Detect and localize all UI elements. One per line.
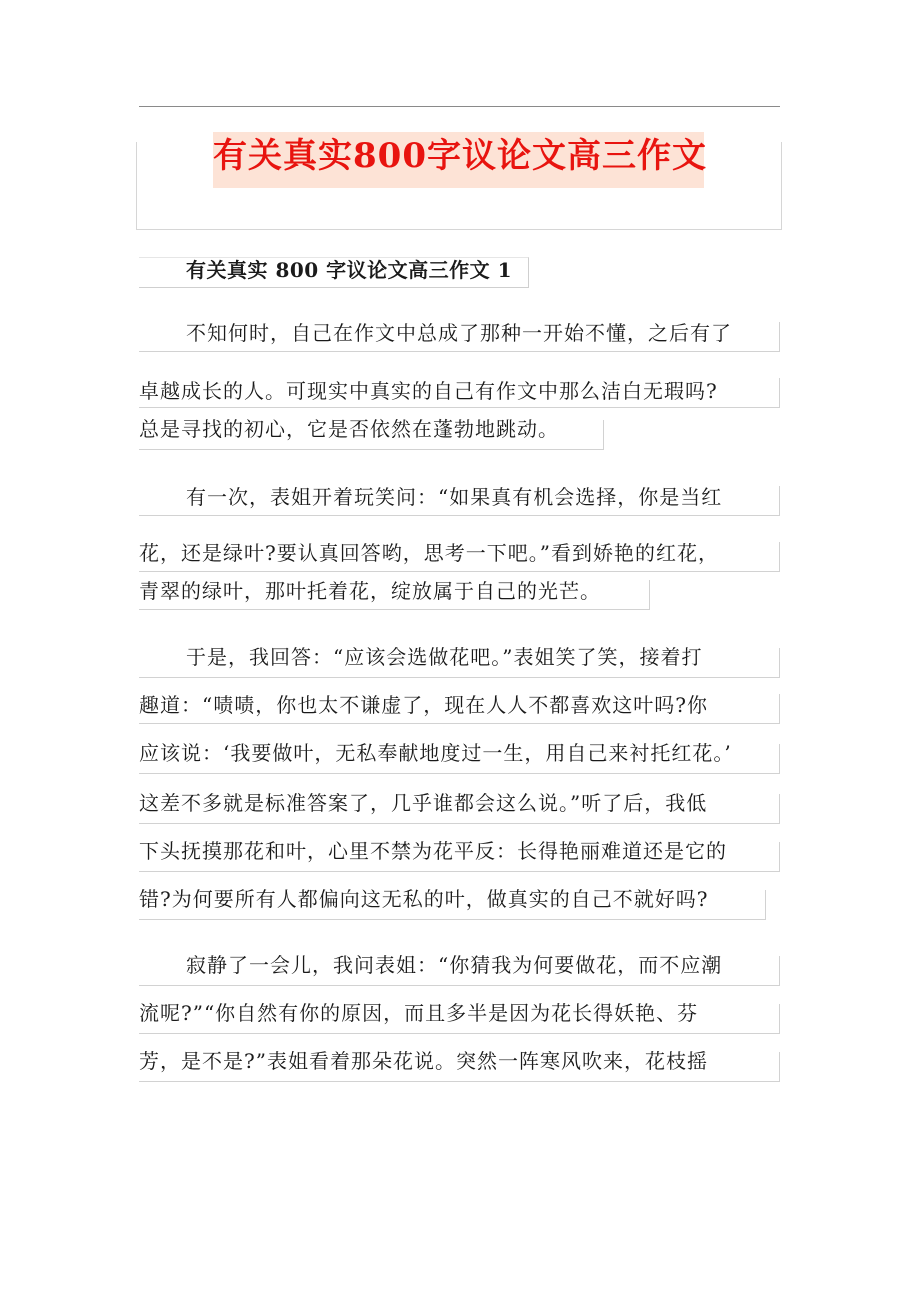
paragraph-line: 青翠的绿叶，那叶托着花，绽放属于自己的光芒。: [139, 579, 601, 603]
paragraph-line: 应该说：‘我要做叶，无私奉献地度过一生，用自己来衬托红花。’: [139, 741, 732, 765]
paragraph-line: 错?为何要所有人都偏向这无私的叶，做真实的自己不就好吗?: [139, 887, 709, 911]
paragraph-line: 总是寻找的初心，它是否依然在蓬勃地跳动。: [139, 417, 559, 441]
paragraph-line: 趣道：“啧啧，你也太不谦虚了，现在人人不都喜欢这叶吗?你: [139, 693, 708, 717]
paragraph-line: 寂静了一会儿，我问表姐：“你猜我为何要做花，而不应潮: [186, 953, 723, 977]
paragraph-line: 这差不多就是标准答案了，几乎谁都会这么说。”听了后，我低: [139, 791, 708, 815]
paragraph-line: 花，还是绿叶?要认真回答哟，思考一下吧。”看到娇艳的红花，: [139, 541, 719, 565]
paragraph-line: 有一次，表姐开着玩笑问：“如果真有机会选择，你是当红: [186, 485, 723, 509]
paragraph-line: 下头抚摸那花和叶，心里不禁为花平反：长得艳丽难道还是它的: [139, 839, 727, 863]
header-rule: [139, 106, 780, 107]
paragraph-line: 于是，我回答：“应该会选做花吧。”表姐笑了笑，接着打: [186, 645, 703, 669]
paragraph-line: 卓越成长的人。可现实中真实的自己有作文中那么洁白无瑕吗?: [139, 379, 718, 403]
section-heading: 有关真实 800 字议论文高三作文 1: [186, 258, 513, 282]
page-title: 有关真实800字议论文高三作文: [213, 136, 707, 176]
paragraph-line: 芳，是不是?”表姐看着那朵花说。突然一阵寒风吹来，花枝摇: [139, 1049, 708, 1073]
paragraph-line: 流呢?”“你自然有你的原因，而且多半是因为花长得妖艳、芬: [139, 1001, 699, 1025]
paragraph-line: 不知何时，自己在作文中总成了那种一开始不懂，之后有了: [186, 321, 732, 345]
